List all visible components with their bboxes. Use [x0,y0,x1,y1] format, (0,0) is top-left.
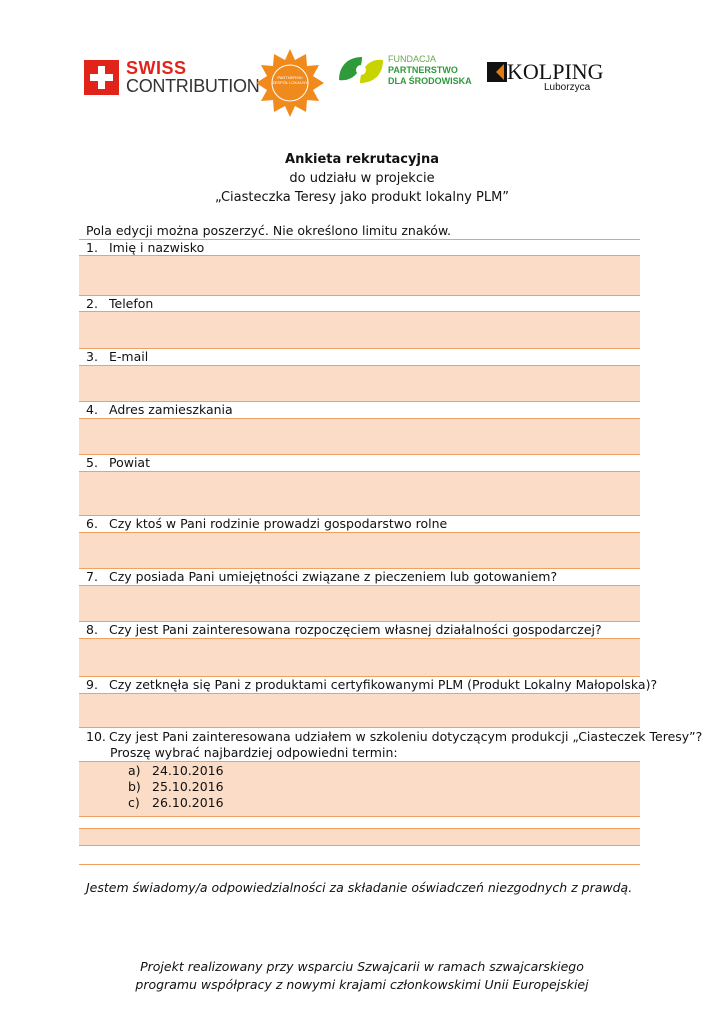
answer-field-baking[interactable] [79,586,640,621]
kolping-sub: Luborzyca [544,82,591,93]
question-label: Czy zetknęła się Pani z produktami certyfikowanymi PLM (Produkt Lokalny Małopolska)? [109,677,658,692]
question-8 [86,622,602,637]
option-a[interactable] [128,763,224,778]
question-5 [86,455,150,470]
question-6 [86,516,447,531]
document-heading [0,150,724,207]
swiss-logo-text: SWISS [126,58,187,78]
kolping-mark-icon [487,62,507,82]
question-number: 10. [86,729,106,744]
question-number: 2. [86,296,98,311]
heading-line2: do udziału w projekcie [289,171,435,186]
question-label: Imię i nazwisko [109,240,205,255]
option-date: 26.10.2016 [152,795,224,810]
answer-field-extra[interactable] [79,828,640,845]
question-number: 6. [86,516,98,531]
question-label: Czy jest Pani zainteresowana rozpoczęciem własnej działalności gospodarczej? [109,622,602,637]
heading-line3: „Ciasteczka Teresy jako produkt lokalny PLM” [214,190,510,205]
question-7 [86,569,557,584]
answer-field-phone[interactable] [79,312,640,348]
logo-bar [0,40,724,120]
question-number: 3. [86,349,98,364]
question-10 [86,729,702,744]
answer-field-county[interactable] [79,472,640,515]
declaration-text: Jestem świadomy/a odpowiedzialności za składanie oświadczeń niezgodnych z prawdą. [86,880,633,895]
question-number: 1. [86,240,98,255]
edit-note: Pola edycji można poszerzyć. Nie określono limitu znaków. [86,223,451,238]
contribution-logo-text: CONTRIBUTION [126,76,260,96]
footer-line2: programu współpracy z nowymi krajami członkowskimi Unii Europejskiej [135,977,589,992]
footer-line1: Projekt realizowany przy wsparciu Szwajcarii w ramach szwajcarskiego [140,959,584,974]
kolping-name: KOLPING [507,59,604,84]
footer [0,958,724,994]
question-number: 8. [86,622,98,637]
swiss-contribution-logo [84,58,260,100]
answer-field-address[interactable] [79,419,640,454]
option-b[interactable] [128,779,224,794]
question-number: 7. [86,569,98,584]
divider [79,845,640,846]
star-logo-text: PARTNERSKI ZESPÓŁ LOKALNY [272,75,308,85]
fps-leaf-icon [336,54,386,86]
question-label: Czy jest Pani zainteresowana udziałem w szkoleniu dotyczącym produkcji „Ciasteczek Teresy”? [109,729,703,744]
fps-line2: PARTNERSTWO [388,65,458,75]
answer-field-name[interactable] [79,256,640,295]
divider [79,828,640,829]
question-4 [86,402,233,417]
answer-field-business[interactable] [79,639,640,676]
option-c[interactable] [128,795,224,810]
fps-line1: FUNDACJA [388,54,437,64]
divider [79,454,640,455]
answer-field-farm[interactable] [79,533,640,568]
option-letter: a) [128,763,141,778]
divider [79,295,640,296]
question-10-line2: Proszę wybrać najbardziej odpowiedni termin: [110,745,398,760]
divider [79,727,640,728]
question-label: Adres zamieszkania [109,402,233,417]
divider [79,348,640,349]
option-letter: c) [128,795,140,810]
question-label: Czy ktoś w Pani rodzinie prowadzi gospodarstwo rolne [109,516,448,531]
swiss-flag-icon [84,60,119,95]
option-date: 25.10.2016 [152,779,224,794]
question-label: Telefon [109,296,154,311]
question-label: Czy posiada Pani umiejętności związane z pieczeniem lub gotowaniem? [109,569,558,584]
fps-line3: DLA ŚRODOWISKA [388,76,472,86]
answer-field-email[interactable] [79,366,640,401]
question-9 [86,677,657,692]
option-letter: b) [128,779,141,794]
question-1 [86,240,204,255]
question-number: 9. [86,677,98,692]
fps-logo-text [388,54,472,87]
question-3 [86,349,148,364]
answer-field-plm[interactable] [79,694,640,727]
page-title: Ankieta rekrutacyjna [285,152,439,167]
divider [79,864,640,865]
option-date: 24.10.2016 [152,763,224,778]
question-number: 5. [86,455,98,470]
question-2 [86,296,153,311]
divider [79,816,640,817]
question-label: E-mail [109,349,149,364]
kolping-logo [487,59,604,96]
question-number: 4. [86,402,98,417]
question-label: Powiat [109,455,150,470]
